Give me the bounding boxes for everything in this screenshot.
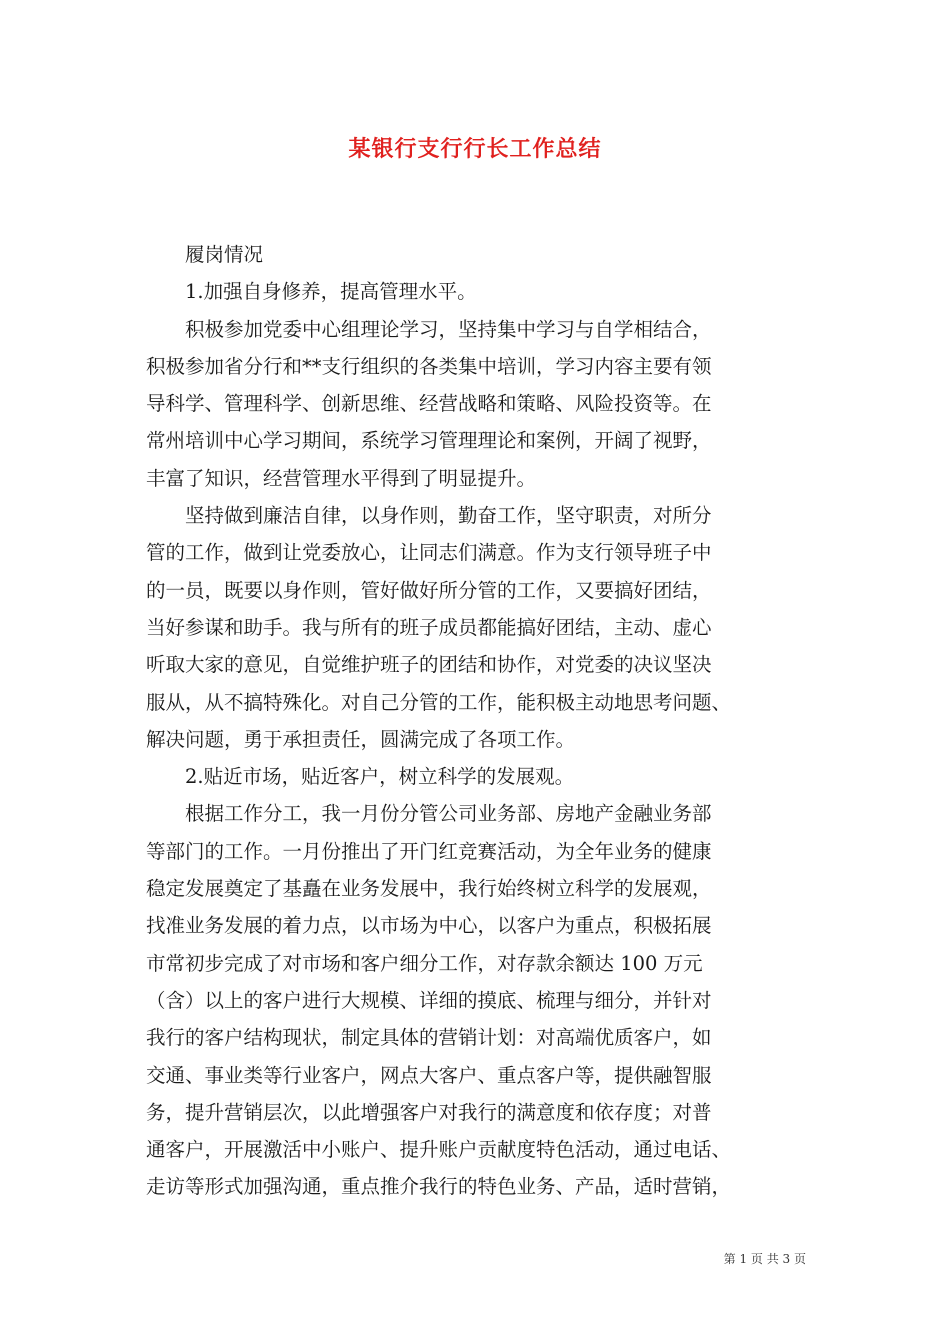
body-line: 坚持做到廉洁自律，以身作则，勤奋工作，坚守职责，对所分: [146, 504, 712, 528]
body-line: 交通、事业类等行业客户，网点大客户、重点客户等，提供融智服: [146, 1063, 712, 1087]
body-line: 导科学、管理科学、创新思维、经营战略和策略、风险投资等。在: [146, 392, 712, 416]
body-line: 走访等形式加强沟通，重点推介我行的特色业务、产品，适时营销，: [146, 1175, 732, 1199]
document-title: 某银行支行行长工作总结: [348, 137, 602, 162]
body-line: 听取大家的意见，自觉维护班子的团结和协作，对党委的决议坚决: [146, 653, 712, 677]
document-body: [146, 236, 826, 1206]
body-line: 履岗情况: [146, 243, 264, 266]
body-line: 找准业务发展的着力点，以市场为中心，以客户为重点，积极拓展: [146, 914, 712, 938]
body-line: 2.贴近市场，贴近客户，树立科学的发展观。: [146, 765, 575, 789]
body-line: 1.加强自身修养，提高管理水平。: [146, 280, 477, 304]
body-line: 积极参加党委中心组理论学习，坚持集中学习与自学相结合，: [146, 317, 712, 341]
body-line: 常州培训中心学习期间，系统学习管理理论和案例，开阔了视野，: [146, 429, 712, 453]
body-line: 管的工作，做到让党委放心，让同志们满意。作为支行领导班子中: [146, 541, 712, 565]
body-line: 丰富了知识，经营管理水平得到了明显提升。: [146, 466, 537, 490]
body-line: 当好参谋和助手。我与所有的班子成员都能搞好团结，主动、虚心: [146, 615, 712, 639]
page-footer: 第 1 页 共 3 页: [723, 1252, 806, 1266]
body-line: 务，提升营销层次，以此增强客户对我行的满意度和依存度；对普: [146, 1100, 712, 1124]
body-line: 根据工作分工，我一月份分管公司业务部、房地产金融业务部: [146, 802, 712, 826]
body-line: 服从，从不搞特殊化。对自己分管的工作，能积极主动地思考问题、: [146, 690, 732, 714]
body-line: 市常初步完成了对市场和客户细分工作，对存款余额达 100 万元: [146, 951, 703, 975]
body-line: 积极参加省分行和**支行组织的各类集中培训，学习内容主要有领: [146, 354, 712, 378]
body-line: 我行的客户结构现状，制定具体的营销计划：对高端优质客户，如: [146, 1026, 712, 1050]
body-line: 通客户，开展激活中小账户、提升账户贡献度特色活动，通过电话、: [146, 1138, 732, 1162]
body-line: 解决问题，勇于承担责任，圆满完成了各项工作。: [146, 727, 576, 751]
body-line: （含）以上的客户进行大规模、详细的摸底、梳理与细分，并针对: [146, 988, 712, 1012]
body-line: 稳定发展奠定了基矗在业务发展中，我行始终树立科学的发展观，: [146, 877, 712, 901]
body-line: 等部门的工作。一月份推出了开门红竞赛活动，为全年业务的健康: [146, 839, 712, 863]
body-line: 的一员，既要以身作则，管好做好所分管的工作，又要搞好团结，: [146, 578, 712, 602]
